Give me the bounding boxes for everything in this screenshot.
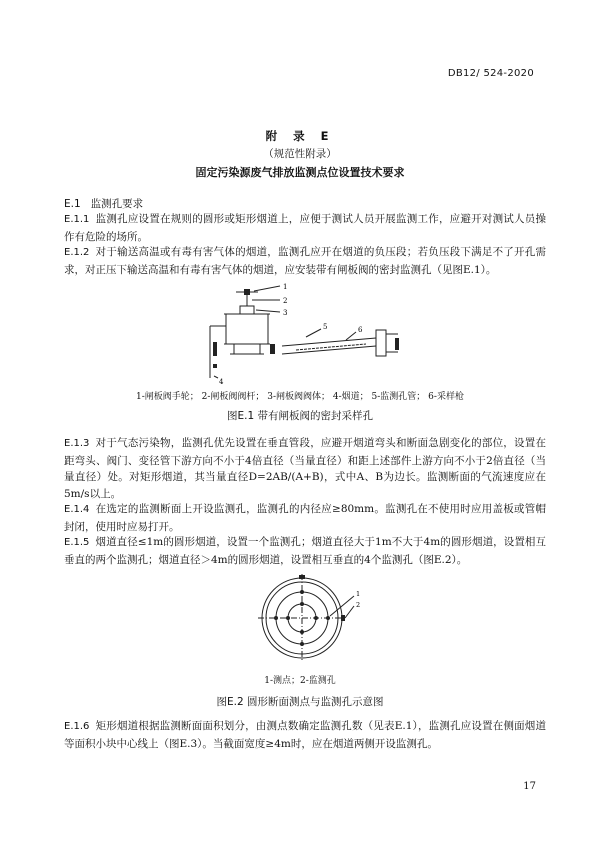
measuring-point <box>314 616 318 620</box>
figure-e1-title: 图E.1 带有闸板阀的密封采样孔 <box>227 410 373 422</box>
figure-e1-diagram <box>196 282 416 386</box>
label-2: 2 <box>283 297 288 305</box>
measuring-point <box>300 630 304 634</box>
measuring-point <box>326 616 330 620</box>
clause-text: 对于气态污染物，监测孔优先设置在垂直管段，应避开烟道弯头和断面急剧变化的部位，设置在距弯头、阀门、变径管下游方向不小于4倍直径（当量直径）和距上述部件上游方向不小于2倍直径（当量直径）处。对矩形烟道，其当量直径D=2AB/(A+B)，式中A、B为边长。监测断面的气流速度应在5m/s以上。 <box>64 437 546 500</box>
page-number: 17 <box>523 781 536 792</box>
clause-number: E.1.3 <box>64 438 90 449</box>
measuring-point <box>300 590 304 594</box>
sampling-probe <box>296 344 366 350</box>
appendix-title: 附 录 E <box>265 129 335 143</box>
paragraph-e-1-1 <box>64 211 546 245</box>
paragraph-e-1-5 <box>64 534 546 568</box>
label-6: 6 <box>358 326 363 334</box>
monitoring-hole-top <box>299 575 305 579</box>
clause-text: 监测孔应设置在规则的圆形或矩形烟道上，应便于测试人员开展监测工作，应避开对测试人员操作有危险的场所。 <box>64 213 546 243</box>
figure-e2-title: 图E.2 圆形断面测点与监测孔示意图 <box>216 696 384 708</box>
clause-text: 烟道直径≤1m的圆形烟道，设置一个监测孔；烟道直径大于1m不大于4m的圆形烟道，设置相互垂直的两个监测孔；烟道直径＞4m的圆形烟道，设置相互垂直的4个监测孔（图E.2）。 <box>64 536 546 566</box>
paragraph-e-1-3 <box>64 435 546 502</box>
paragraph-e-1-6 <box>64 718 546 752</box>
figure-e2-legend: 1-测点；2-监测孔 <box>264 676 336 686</box>
measuring-point <box>300 602 304 606</box>
label-5: 5 <box>323 323 328 331</box>
measuring-point <box>300 642 304 646</box>
measuring-point <box>274 616 278 620</box>
clause-number: E.1.1 <box>64 214 90 225</box>
appendix-subject: 固定污染源废气排放监测点位设置技术要求 <box>195 166 405 179</box>
label-2: 2 <box>356 601 361 609</box>
paragraph-e-1-2 <box>64 244 546 278</box>
label-3: 3 <box>283 309 288 317</box>
clause-text: 矩形烟道根据监测断面面积划分，由测点数确定监测孔数（见表E.1），监测孔应设置在侧面烟道等面积小块中心线上（图E.3）。当截面宽度≥4m时，应在烟道两侧开设监测孔。 <box>64 720 546 750</box>
section-heading <box>64 196 143 211</box>
figure-e2-diagram <box>250 572 380 664</box>
section-title: 监测孔要求 <box>90 198 144 210</box>
figure-e1-legend: 1-闸板阀手轮； 2-闸板阀阀杆； 3-闸板阀阀体； 4-烟道； 5-监测孔管； 6-采样枪 <box>136 392 464 402</box>
handwheel-hub <box>244 289 250 295</box>
document-code: DB12/ 524-2020 <box>447 68 534 79</box>
monitoring-hole-right <box>341 615 345 621</box>
valve-body <box>226 314 268 344</box>
probe-flange <box>376 330 386 356</box>
label-1: 1 <box>283 283 288 291</box>
clause-number: E.1.2 <box>64 247 90 258</box>
stem-packing <box>240 306 254 314</box>
clause-number: E.1.4 <box>64 504 90 515</box>
clause-number: E.1.5 <box>64 537 90 548</box>
label-4: 4 <box>219 378 224 386</box>
paragraph-e-1-4 <box>64 501 546 535</box>
appendix-nature: （规范性附录） <box>263 148 337 160</box>
clause-text: 在选定的监测断面上开设监测孔，监测孔的内径应≥80mm。监测孔在不使用时应用盖板或管帽封闭，使用时应易打开。 <box>64 503 546 533</box>
clause-text: 对于输送高温或有毒有害气体的烟道，监测孔应开在烟道的负压段；若负压段下满足不了开孔需求，对正压下输送高温和有毒有害气体的烟道，应安装带有闸板阀的密封监测孔（见图E.1）。 <box>64 246 546 276</box>
section-number: E.1 <box>64 198 81 210</box>
label-1: 1 <box>356 590 361 598</box>
clause-number: E.1.6 <box>64 721 90 732</box>
measuring-point <box>286 616 290 620</box>
